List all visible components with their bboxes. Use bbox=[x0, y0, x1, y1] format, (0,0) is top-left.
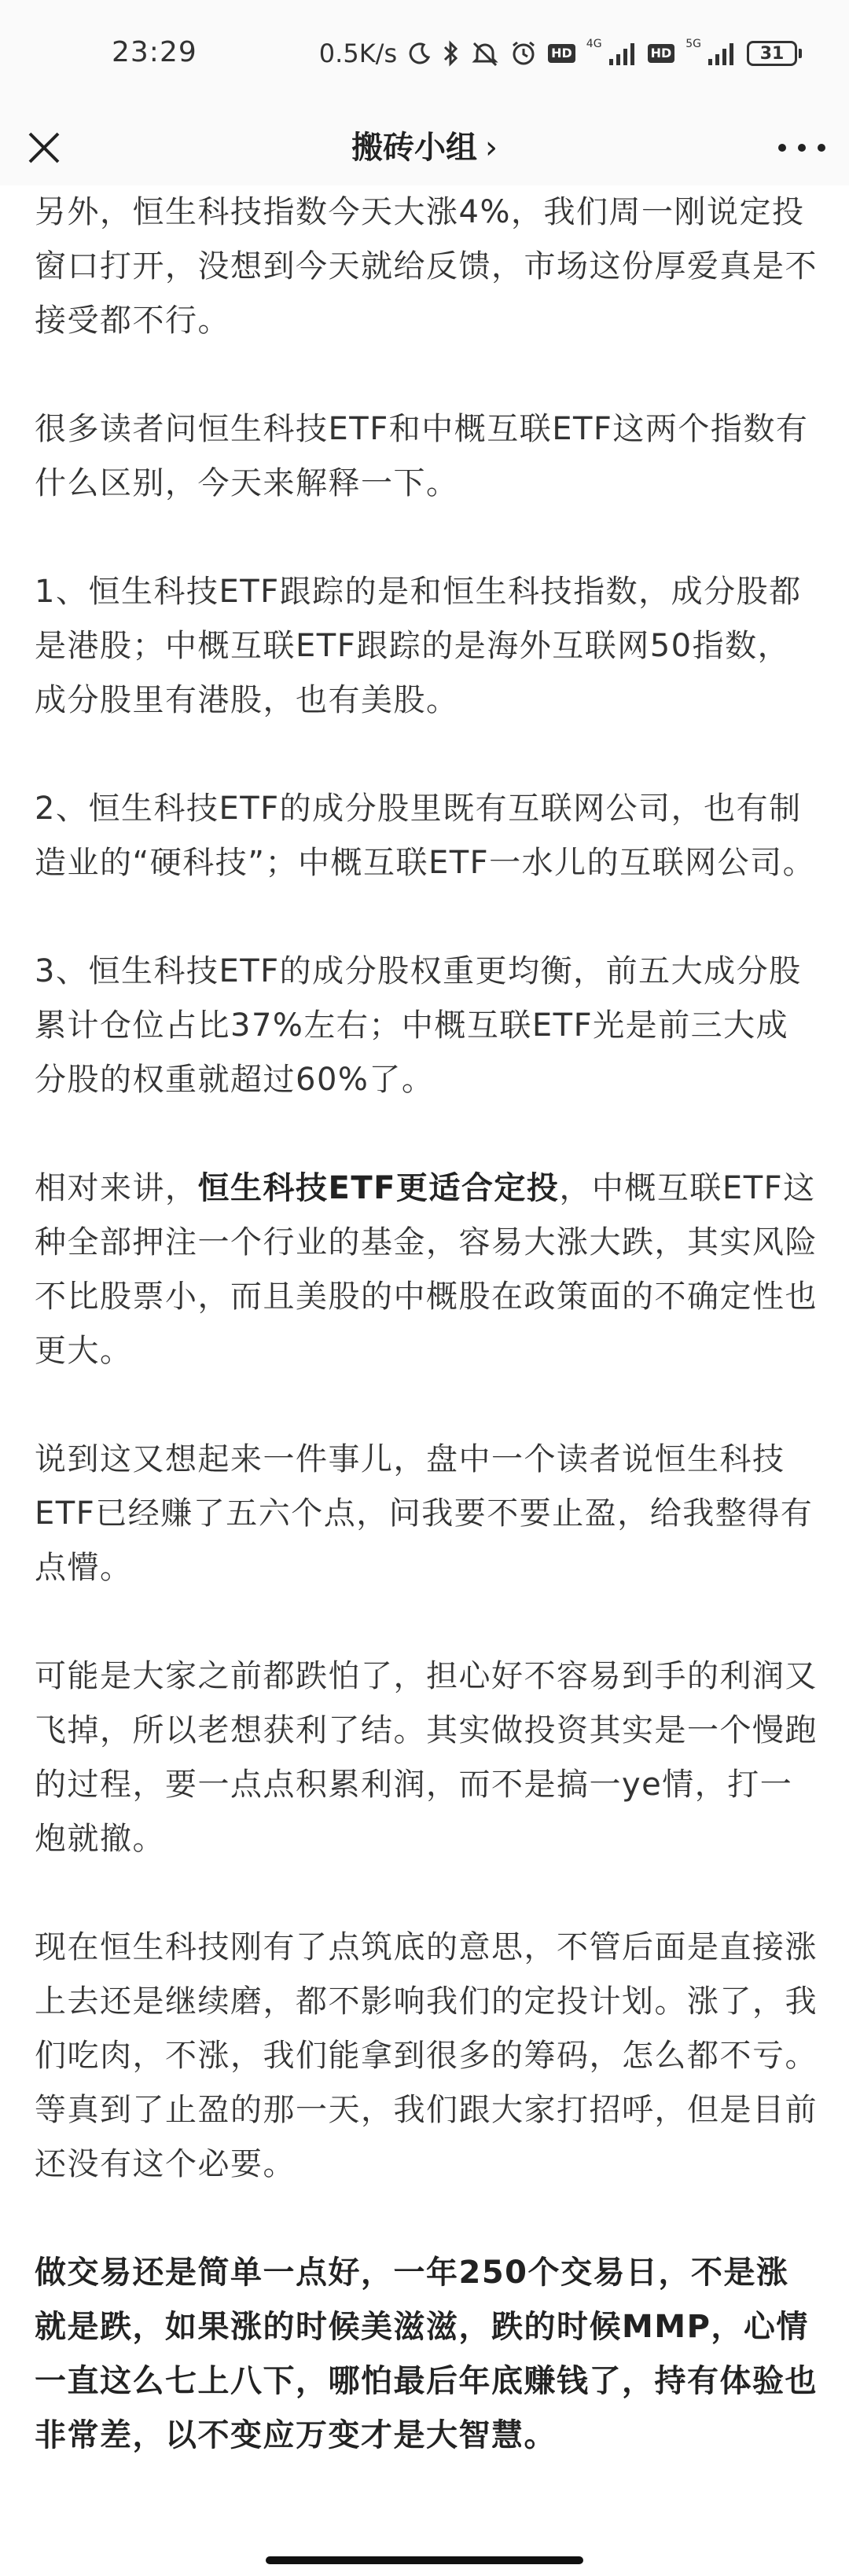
signal-icon bbox=[608, 38, 637, 69]
paragraph-6-suffix: ，中概互联ETF这种全部押注一个行业的基金，容易大涨大跌，其实风险不比股票小，而且美股的中概股在政策面的不确定性也更大。 bbox=[35, 1170, 818, 1369]
paragraph-4: 2、恒生科技ETF的成分股里既有互联网公司，也有制造业的“硬科技”；中概互联ETF一水儿的互联网公司。 bbox=[35, 791, 816, 881]
paragraph-7: 说到这又想起来一件事儿，盘中一个读者说恒生科技ETF已经赚了五六个点，问我要不要止盈，给我整得有点懵。 bbox=[35, 1441, 814, 1586]
paragraph-6-prefix: 相对来讲， bbox=[35, 1170, 198, 1206]
nav-title-button[interactable] bbox=[0, 126, 849, 170]
network-type-1: 4G bbox=[586, 38, 602, 50]
paragraph-6-bold: 恒生科技ETF更适合定投 bbox=[197, 1170, 560, 1206]
hd-badge: HD bbox=[548, 44, 575, 63]
battery-level: 31 bbox=[747, 41, 797, 66]
nav-bar bbox=[0, 110, 849, 185]
more-dot-icon bbox=[778, 144, 786, 152]
bluetooth-icon bbox=[443, 38, 460, 69]
paragraph-10: 做交易还是简单一点好，一年250个交易日，不是涨就是跌，如果涨的时候美滋滋，跌的时候MMP，心情一直这么七上八下，哪怕最后年底赚钱了，持有体验也非常差，以不变应万变才是大智慧。 bbox=[35, 2255, 818, 2453]
paragraph-1: 另外，恒生科技指数今天大涨4%，我们周一刚说定投窗口打开，没想到今天就给反馈，市场这份厚爱真是不接受都不行。 bbox=[35, 194, 818, 339]
network-speed: 0.5K/s bbox=[318, 39, 398, 68]
alarm-icon bbox=[510, 38, 537, 69]
paragraph-6 bbox=[35, 1161, 818, 1378]
paragraph-2: 很多读者问恒生科技ETF和中概互联ETF这两个指数有什么区别，今天来解释一下。 bbox=[35, 411, 809, 501]
more-dot-icon bbox=[798, 144, 806, 152]
chevron-right-icon: › bbox=[485, 130, 498, 166]
paragraph-8: 可能是大家之前都跌怕了，担心好不容易到手的利润又飞掉，所以老想获利了结。其实做投资其实是一个慢跑的过程，要一点点积累利润，而不是搞一ye情，打一炮就撤。 bbox=[35, 1658, 818, 1857]
hd-badge-2: HD bbox=[648, 44, 675, 63]
more-button[interactable] bbox=[778, 132, 825, 163]
moon-icon bbox=[408, 38, 432, 69]
status-time: 23:29 bbox=[112, 36, 197, 68]
page-title: 搬砖小组 bbox=[351, 130, 477, 166]
article-body bbox=[35, 185, 818, 2517]
status-icons bbox=[319, 36, 802, 71]
signal-icon-2 bbox=[708, 38, 736, 69]
mute-vibrate-icon bbox=[471, 38, 499, 69]
status-bar bbox=[0, 0, 849, 110]
network-type-2: 5G bbox=[685, 38, 701, 50]
paragraph-9: 现在恒生科技刚有了点筑底的意思，不管后面是直接涨上去还是继续磨，都不影响我们的定投计划。涨了，我们吃肉，不涨，我们能拿到很多的筹码，怎么都不亏。等真到了止盈的那一天，我们跟大家打招呼，但是目前还没有这个必要。 bbox=[35, 1929, 818, 2182]
home-indicator[interactable] bbox=[266, 2556, 583, 2564]
battery-icon bbox=[747, 41, 802, 66]
paragraph-5: 3、恒生科技ETF的成分股权重更均衡，前五大成分股累计仓位占比37%左右；中概互联ETF光是前三大成分股的权重就超过60%了。 bbox=[35, 953, 802, 1098]
paragraph-3: 1、恒生科技ETF跟踪的是和恒生科技指数，成分股都是港股；中概互联ETF跟踪的是海外互联网50指数，成分股里有港股，也有美股。 bbox=[35, 574, 802, 718]
more-dot-icon bbox=[818, 144, 825, 152]
